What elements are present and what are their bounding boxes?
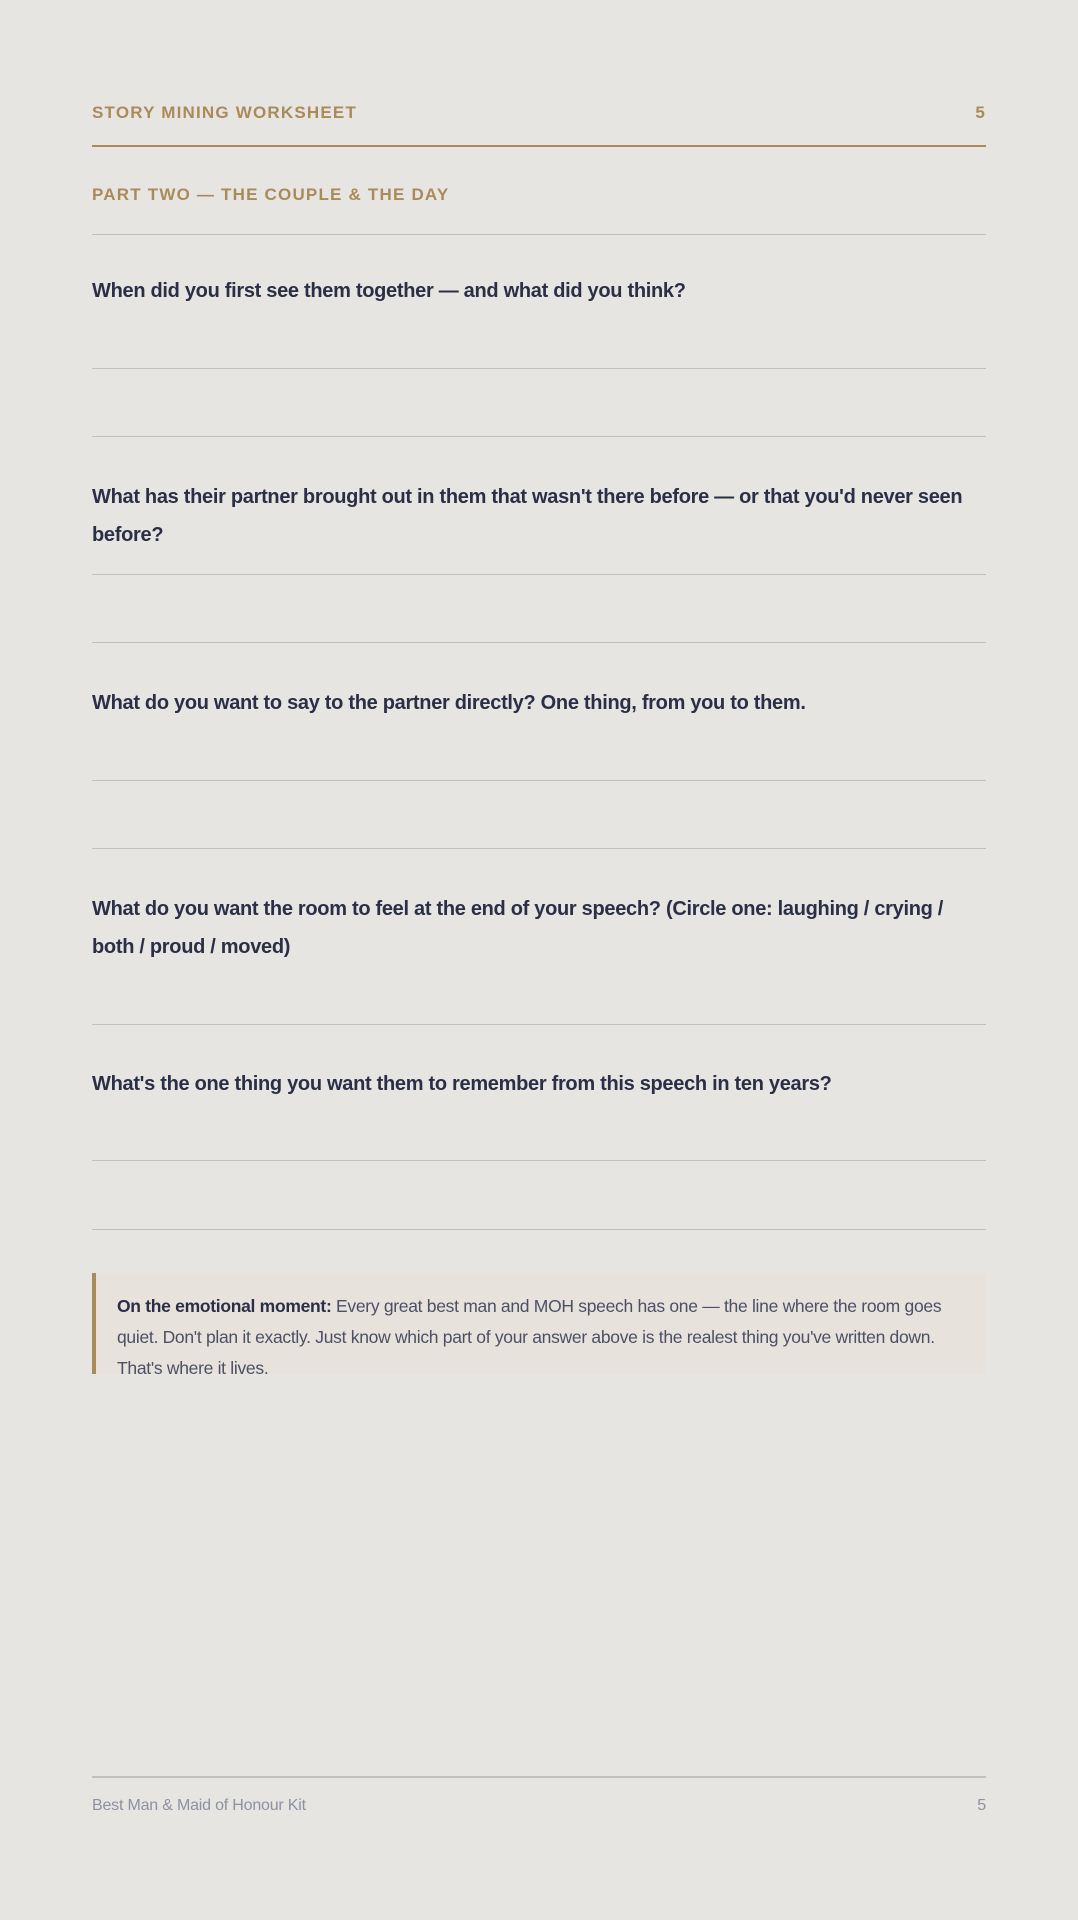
header-title: STORY MINING WORKSHEET xyxy=(92,103,358,122)
answer-line-2a[interactable] xyxy=(92,574,986,575)
callout-body: Every great best man and MOH speech has one — the line where the room goes quiet. Don't plan it exactly. Just know which part of your answer above is the realest thing you've written down. That's where it lives. xyxy=(117,1296,942,1378)
footer-divider xyxy=(92,1776,986,1778)
answer-line-3b[interactable] xyxy=(92,848,986,849)
emotional-moment-callout xyxy=(92,1273,986,1378)
question-1: When did you first see them together — and what did you think? xyxy=(92,280,686,302)
question-3: What do you want to say to the partner directly? One thing, from you to them. xyxy=(92,692,806,714)
answer-line-1b[interactable] xyxy=(92,436,986,437)
answer-line-3a[interactable] xyxy=(92,780,986,781)
answer-line-5b[interactable] xyxy=(92,1229,986,1230)
footer-page-number: 5 xyxy=(977,1797,986,1814)
question-4: What do you want the room to feel at the end of your speech? (Circle one: laughing / crying / both / proud / moved) xyxy=(92,898,944,958)
footer-title: Best Man & Maid of Honour Kit xyxy=(92,1797,306,1814)
answer-line-5a[interactable] xyxy=(92,1160,986,1161)
answer-line-1a[interactable] xyxy=(92,368,986,369)
question-2: What has their partner brought out in them that wasn't there before — or that you'd never seen before? xyxy=(92,486,963,546)
worksheet-page xyxy=(92,0,986,1920)
callout-lead: On the emotional moment: xyxy=(117,1296,332,1316)
header-divider xyxy=(92,145,986,147)
section-label: PART TWO — THE COUPLE & THE DAY xyxy=(92,185,450,204)
header-page-number: 5 xyxy=(975,103,986,122)
section-divider xyxy=(92,234,986,235)
page-header xyxy=(92,103,986,123)
question-5: What's the one thing you want them to remember from this speech in ten years? xyxy=(92,1073,832,1095)
answer-line-2b[interactable] xyxy=(92,642,986,643)
answer-line-4a[interactable] xyxy=(92,1024,986,1025)
page-footer xyxy=(92,1797,986,1815)
